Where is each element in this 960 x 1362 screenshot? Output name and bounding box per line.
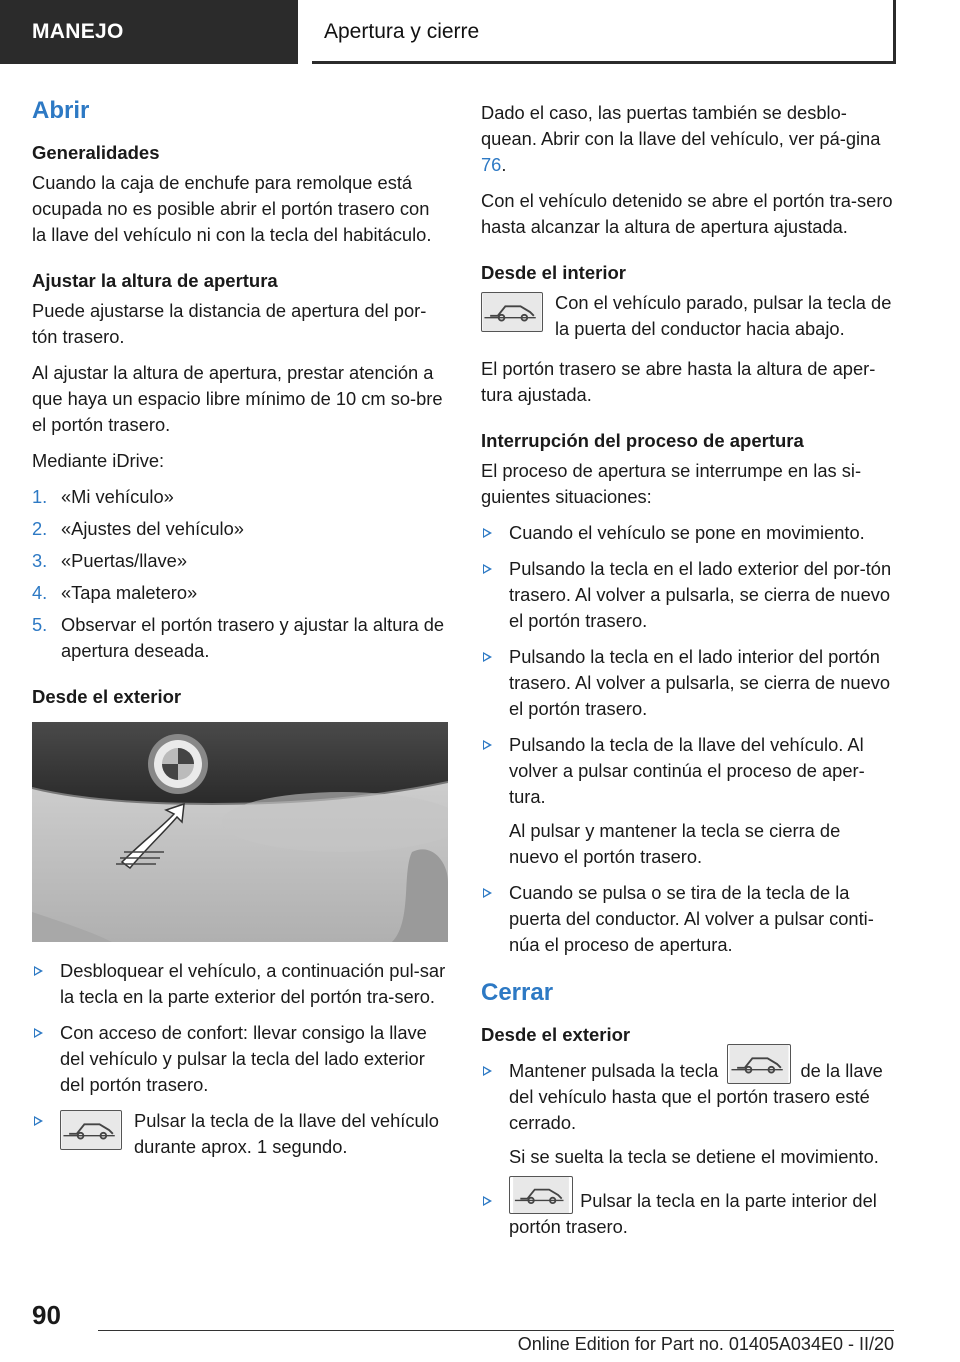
triangle-bullet-icon	[483, 564, 492, 574]
subheading-desde-exterior: Desde el exterior	[32, 686, 182, 707]
subheading-interrupcion: Interrupción del proceso de apertura	[481, 430, 804, 451]
close-bullets	[481, 1058, 895, 1240]
right-column	[481, 100, 895, 1250]
triangle-bullet-icon	[483, 528, 492, 538]
paragraph-desbloqueo: Dado el caso, las puertas también se desblo-quean. Abrir con la llave del vehículo, ver pá-gina 76.	[481, 102, 881, 175]
list-item: Cuando se pulsa o se tira de la tecla de la puerta del conductor. Al volver a pulsar conti-núa el proceso de apertura.	[481, 880, 895, 958]
tailgate-key-icon	[727, 1044, 791, 1084]
step-item: 1. «Mi vehículo»	[32, 486, 174, 507]
list-subtext: Al pulsar y mantener la tecla se cierra de nuevo el portón trasero.	[509, 820, 841, 867]
triangle-bullet-icon	[34, 966, 43, 976]
list-item: Mantener pulsada la tecla de la llave del vehículo hasta que el portón trasero esté cerrado. Si se suelta la tecla se detiene el movimiento.	[481, 1058, 895, 1170]
list-item: Pulsar la tecla en la parte interior del portón trasero.	[481, 1188, 895, 1240]
list-item: Pulsando la tecla en el lado exterior del por-tón trasero. Al volver a pulsarla, se cierra de nuevo el portón trasero.	[481, 556, 895, 634]
interior-key-text: Con el vehículo parado, pulsar la tecla de la puerta del conductor hacia abajo.	[555, 292, 892, 339]
list-item: Cuando el vehículo se pone en movimiento.	[481, 520, 895, 546]
step-item: 3. «Puertas/llave»	[32, 550, 188, 571]
tailgate-key-icon	[509, 1176, 573, 1214]
list-item: Pulsar la tecla de la llave del vehículo durante aprox. 1 segundo.	[32, 1108, 448, 1160]
subheading-generalidades: Generalidades	[32, 142, 160, 163]
triangle-bullet-icon	[483, 1196, 492, 1206]
left-column	[32, 96, 448, 1170]
footer-edition: Online Edition for Part no. 01405A034E0 - II/20	[517, 1334, 894, 1354]
step-item: 2. «Ajustes del vehículo»	[32, 518, 244, 539]
triangle-bullet-icon	[483, 740, 492, 750]
footer-divider	[98, 1330, 894, 1331]
subheading-ajustar: Ajustar la altura de apertura	[32, 270, 278, 291]
heading-cerrar: Cerrar	[481, 979, 554, 1006]
paragraph-vehiculo-detenido: Con el vehículo detenido se abre el portón tra-sero hasta alcanzar la altura de apertura ajustada.	[481, 190, 893, 237]
list-item: Con acceso de confort: llevar consigo la llave del vehículo y pulsar la tecla del lado exterior del portón trasero.	[32, 1020, 448, 1098]
triangle-bullet-icon	[34, 1028, 43, 1038]
list-item: Pulsando la tecla en el lado interior del portón trasero. Al volver a pulsarla, se cierra de nuevo el portón trasero.	[481, 644, 895, 722]
triangle-bullet-icon	[483, 652, 492, 662]
step-item: 5. Observar el portón trasero y ajustar la altura de apertura deseada.	[32, 614, 445, 661]
tailgate-key-icon	[481, 292, 543, 332]
exterior-bullets	[32, 958, 448, 1160]
subheading-cerrar-exterior: Desde el exterior	[481, 1024, 631, 1045]
page-title: Apertura y cierre	[312, 0, 896, 64]
list-item: Desbloquear el vehículo, a continuación pul-sar la tecla en la parte exterior del portón tra-sero.	[32, 958, 448, 1010]
section-tab: MANEJO	[0, 0, 298, 64]
interrupt-bullets	[481, 520, 895, 958]
paragraph-interrupcion: El proceso de apertura se interrumpe en las si-guientes situaciones:	[481, 460, 862, 507]
tailgate-key-icon	[60, 1110, 122, 1150]
tailgate-photo	[32, 722, 448, 942]
page-number: 90	[32, 1300, 61, 1330]
page-link[interactable]: 76	[481, 154, 502, 175]
triangle-bullet-icon	[34, 1116, 43, 1126]
list-item: Pulsando la tecla de la llave del vehículo. Al volver a pulsar continúa el proceso de aper-tura. Al pulsar y mantener la tecla se cierra de nuevo el portón trasero.	[481, 732, 895, 870]
step-item: 4. «Tapa maletero»	[32, 582, 198, 603]
subheading-desde-interior: Desde el interior	[481, 262, 626, 283]
paragraph-ajustar-1: Puede ajustarse la distancia de apertura del por-tón trasero.	[32, 300, 427, 347]
idrive-steps	[32, 484, 448, 664]
paragraph-generalidades: Cuando la caja de enchufe para remolque está ocupada no es posible abrir el portón trasero con la llave del vehículo ni con la tecla del habitáculo.	[32, 172, 432, 245]
paragraph-idrive: Mediante iDrive:	[32, 450, 165, 471]
triangle-bullet-icon	[483, 1066, 492, 1076]
triangle-bullet-icon	[483, 888, 492, 898]
list-subtext: Si se suelta la tecla se detiene el movimiento.	[509, 1146, 879, 1168]
heading-abrir: Abrir	[32, 97, 90, 124]
paragraph-interior: El portón trasero se abre hasta la altura de aper-tura ajustada.	[481, 358, 876, 405]
paragraph-ajustar-2: Al ajustar la altura de apertura, prestar atención a que haya un espacio libre mínimo de 10 cm so-bre el portón trasero.	[32, 362, 443, 435]
